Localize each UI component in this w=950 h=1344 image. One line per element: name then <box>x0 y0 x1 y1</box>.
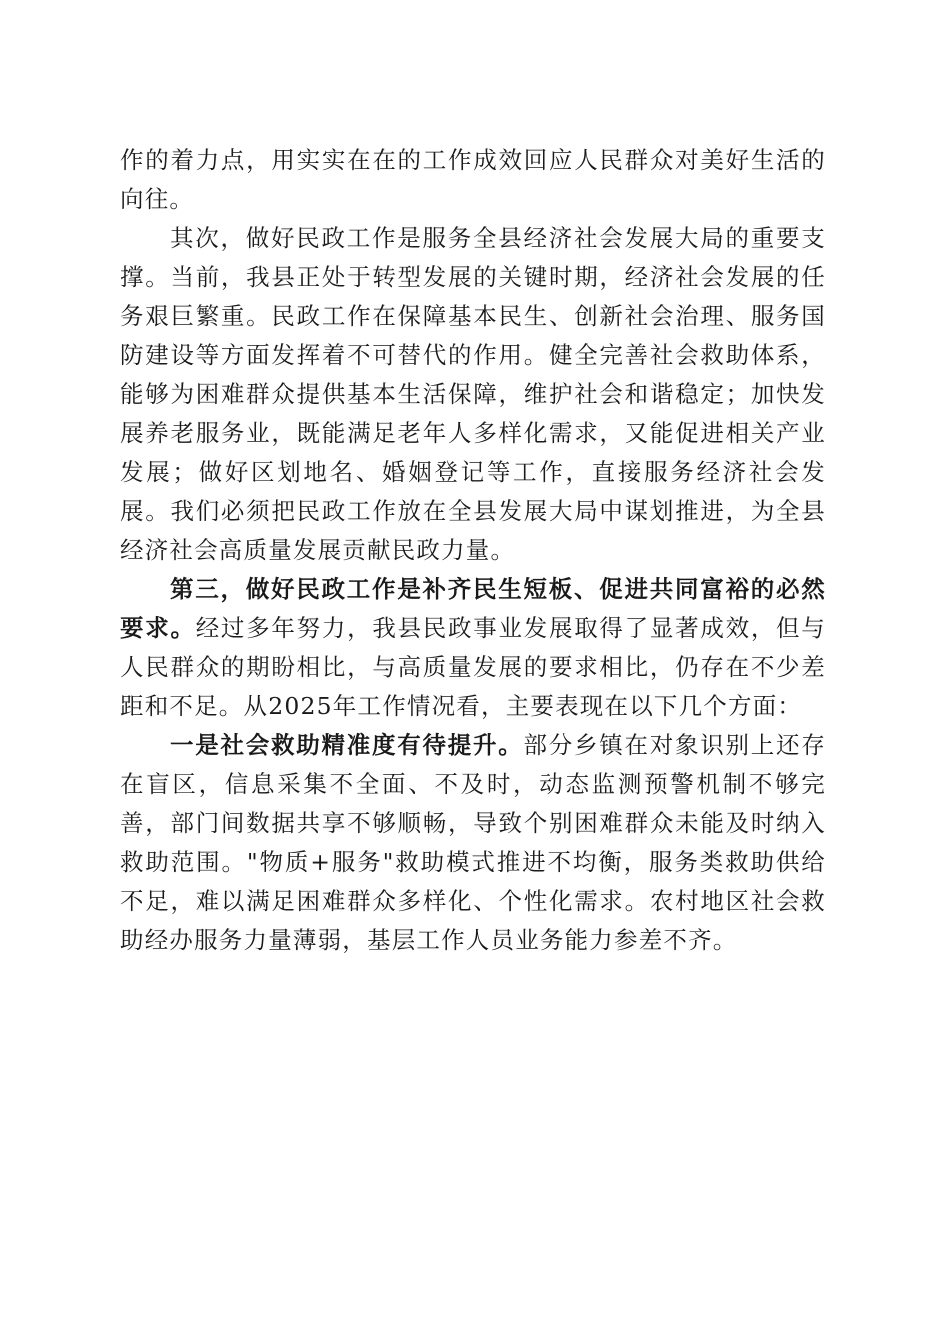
document-body <box>120 141 826 960</box>
paragraph-lead-heading: 第三，做好民政工作是补齐民生短板、促进共同富裕的必然要求。 <box>120 575 826 642</box>
paragraph-text: 作的着力点，用实实在在的工作成效回应人民群众对美好生活的向往。 <box>120 146 826 213</box>
paragraph-text: 部分乡镇在对象识别上还存在盲区，信息采集不全面、不及时，动态监测预警机制不够完善，部门间数据共享不够顺畅，导致个别困难群众未能及时纳入救助范围。"物质+服务"救助模式推进不均衡，服务类救助供给不足，难以满足困难群众多样化、个性化需求。农村地区社会救助经办服务力量薄弱，基层工作人员业务能力参差不齐。 <box>120 731 826 954</box>
paragraph-text: 其次，做好民政工作是服务全县经济社会发展大局的重要支撑。当前，我县正处于转型发展的关键时期，经济社会发展的任务艰巨繁重。民政工作在保障基本民生、创新社会治理、服务国防建设等方面发挥着不可替代的作用。健全完善社会救助体系，能够为困难群众提供基本生活保障，维护社会和谐稳定；加快发展养老服务业，既能满足老年人多样化需求，又能促进相关产业发展；做好区划地名、婚姻登记等工作，直接服务经济社会发展。我们必须把民政工作放在全县发展大局中谋划推进，为全县经济社会高质量发展贡献民政力量。 <box>120 224 826 564</box>
paragraph-third-point <box>120 570 826 726</box>
paragraph-issue-one <box>120 726 826 960</box>
paragraph-text: 经过多年努力，我县民政事业发展取得了显著成效，但与人民群众的期盼相比，与高质量发展的要求相比，仍存在不少差距和不足。从2025年工作情况看，主要表现在以下几个方面： <box>120 614 826 720</box>
paragraph-second-point <box>120 219 826 570</box>
paragraph-lead-heading: 一是社会救助精准度有待提升。 <box>170 731 524 759</box>
paragraph-continuation <box>120 141 826 219</box>
